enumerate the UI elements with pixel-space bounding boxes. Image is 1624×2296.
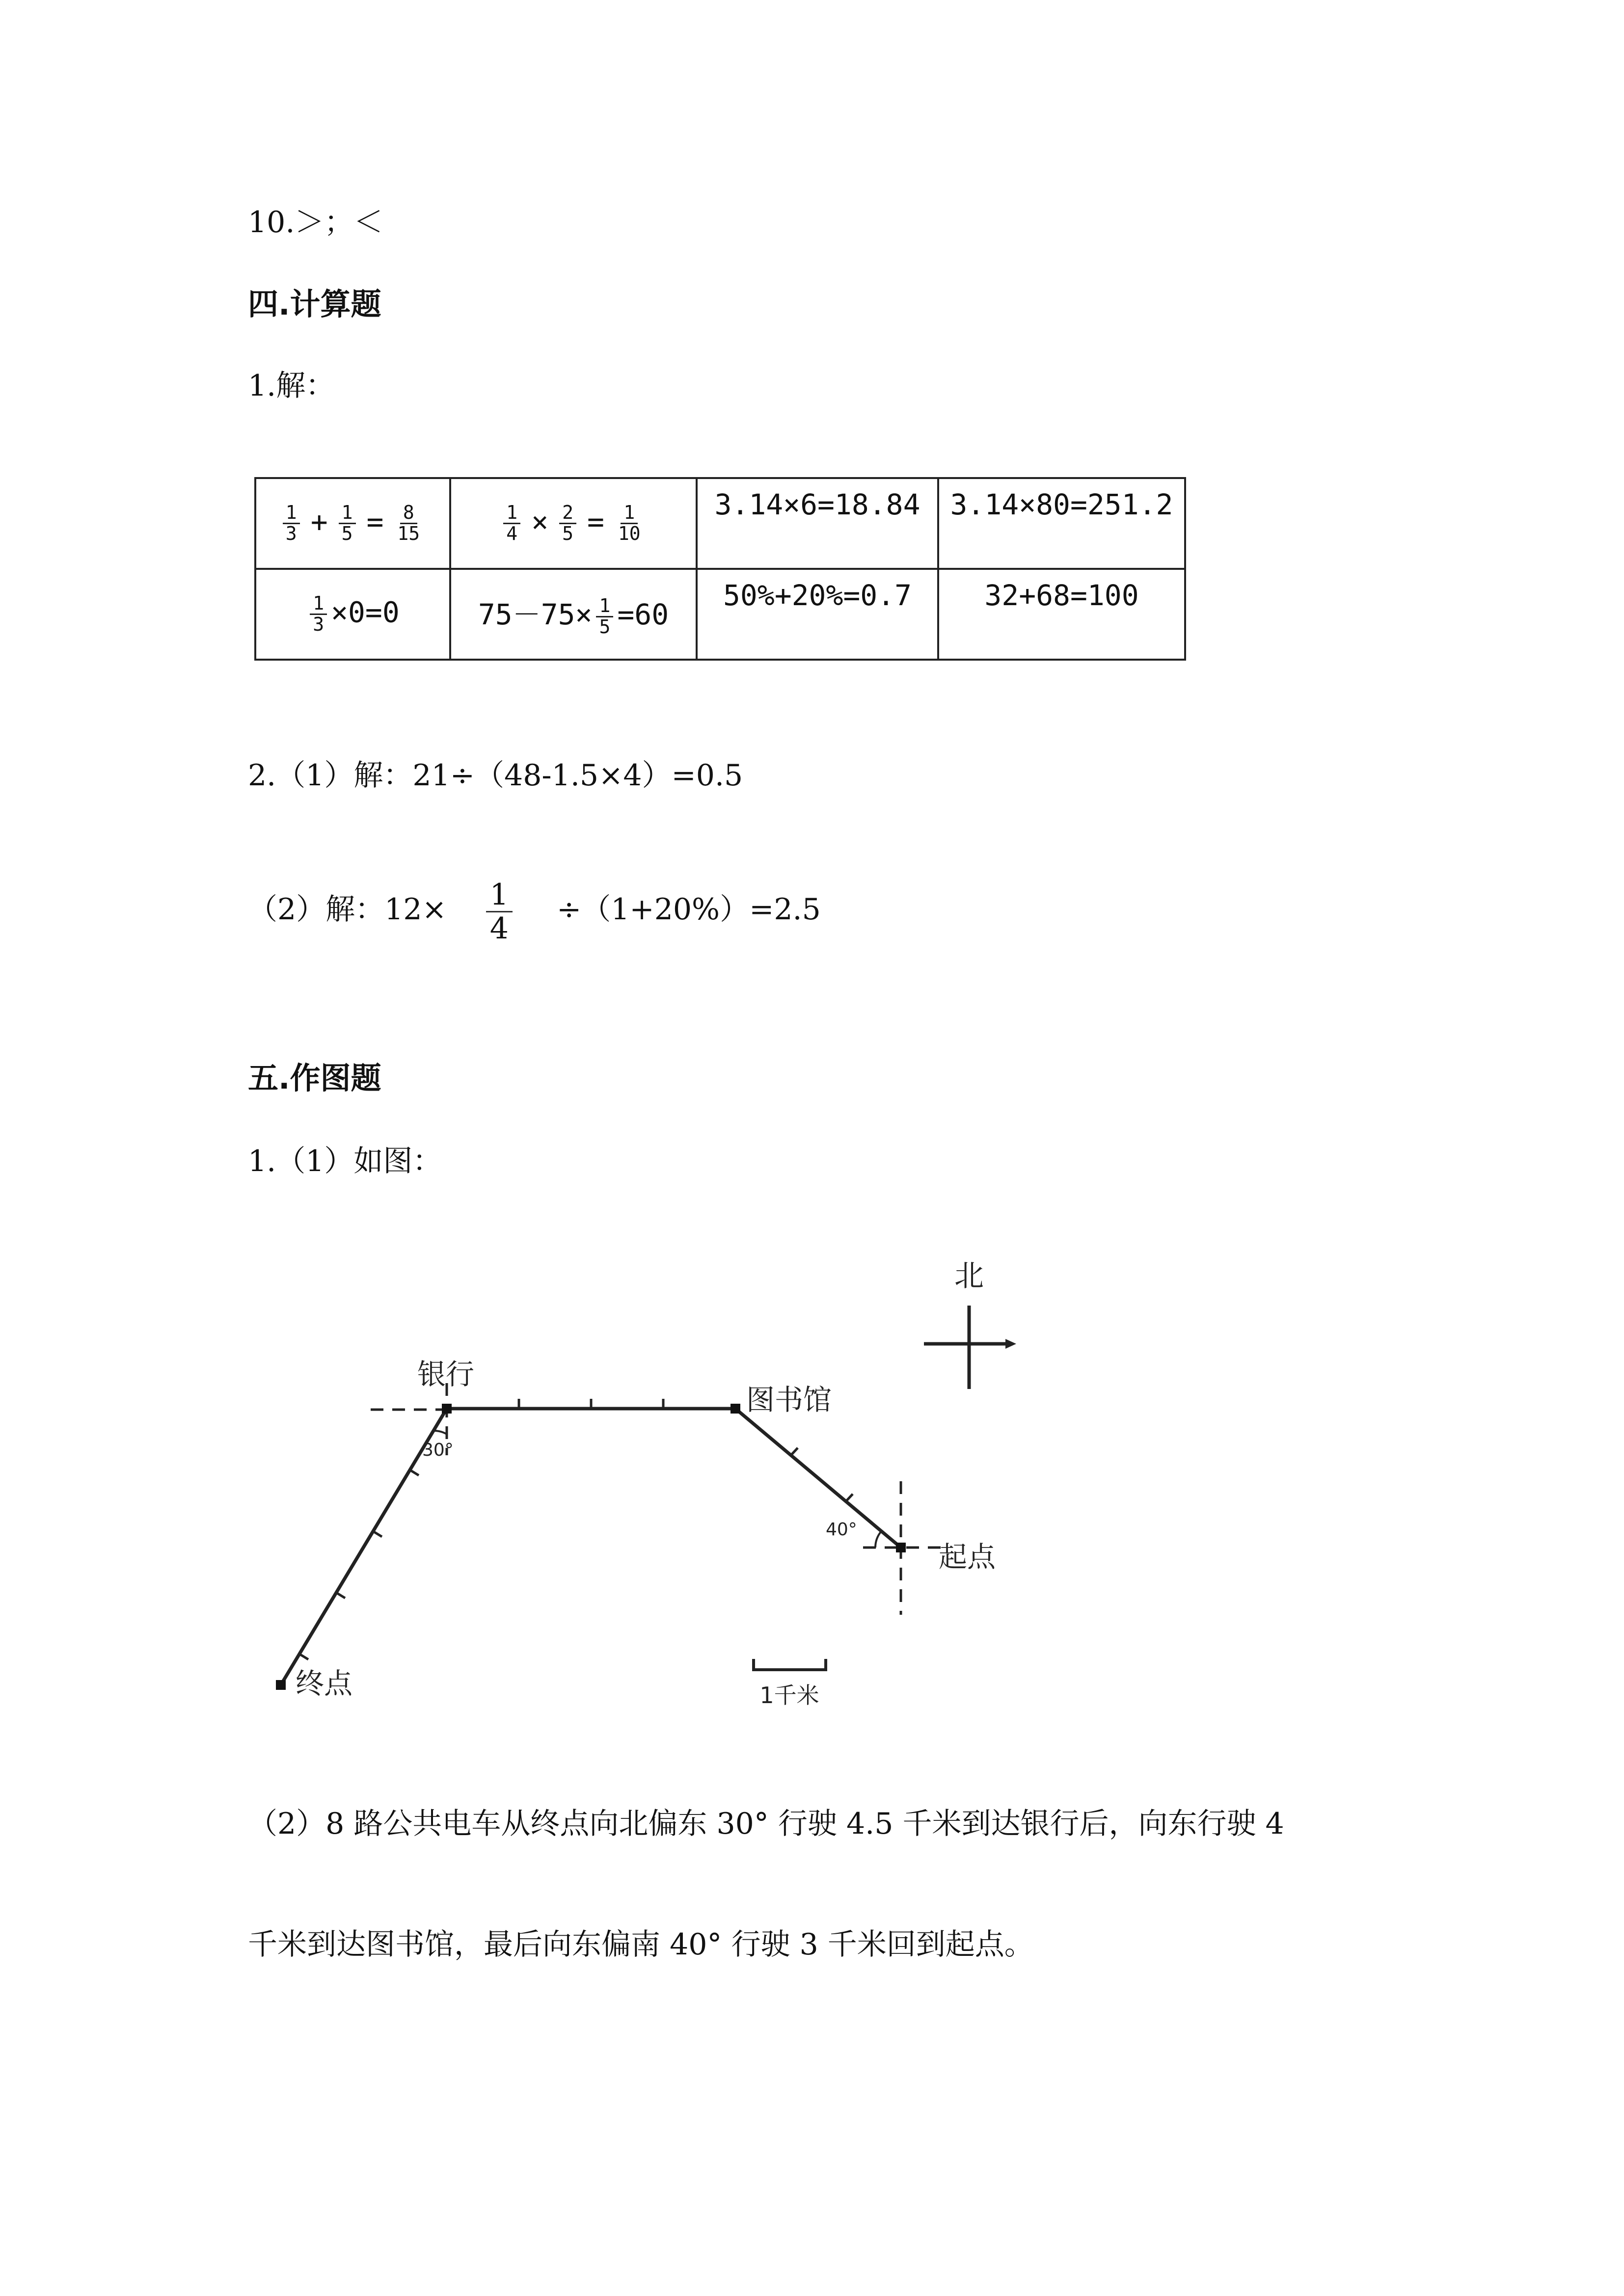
denominator: 3 <box>313 614 325 635</box>
question-5-1-label: 1.（1）如图： <box>248 1144 442 1178</box>
numerator: 1 <box>310 594 327 615</box>
operator: × <box>531 505 549 538</box>
operator: + <box>310 505 328 538</box>
north-compass <box>924 1259 1016 1389</box>
equals-sign: = <box>587 505 604 538</box>
dashed-guides <box>371 1383 947 1615</box>
denominator: 4 <box>489 911 509 946</box>
bank-label: 银行 <box>417 1358 475 1391</box>
numerator: 1 <box>283 503 300 524</box>
question-5-2-line-1: （2）8 路公共电车从终点向北偏东 30° 行驶 4.5 千米到达银行后，向东行驶 4 <box>248 1807 1284 1841</box>
question-1-label: 1.解： <box>248 369 335 403</box>
table-cell: 32+68=100 <box>938 569 1185 660</box>
numerator: 1 <box>503 503 520 524</box>
numerator: 2 <box>559 503 576 524</box>
route-points <box>276 1404 906 1690</box>
denominator: 5 <box>599 615 611 638</box>
denominator: 5 <box>341 523 353 544</box>
table-cell: 3.14×80=251.2 <box>938 478 1185 569</box>
north-label: 北 <box>954 1259 984 1293</box>
route-path <box>281 1409 901 1685</box>
tick-mark <box>846 1494 853 1501</box>
bank-point <box>442 1404 452 1414</box>
denominator: 15 <box>397 523 420 544</box>
denominator: 4 <box>506 523 518 544</box>
library-point <box>731 1404 740 1414</box>
route-segment-library-to-start <box>735 1409 901 1548</box>
answer-10: 10.＞；＜ <box>248 205 383 240</box>
denominator: 3 <box>285 523 297 544</box>
equals-sign: = <box>366 505 384 538</box>
bank-angle-label: 30° <box>422 1440 454 1460</box>
scale-bar-line <box>754 1659 826 1670</box>
question-2-part-1: 2.（1）解：21÷（48-1.5×4）=0.5 <box>248 758 743 793</box>
start-label: 起点 <box>939 1540 996 1574</box>
section-heading-drawing: 五.作图题 <box>248 1060 381 1096</box>
tick-mark <box>410 1470 419 1475</box>
expression-text: =60 <box>617 598 669 632</box>
library-label: 图书馆 <box>746 1383 832 1416</box>
expression-text: 75－75× <box>478 598 593 632</box>
start-angle-arc <box>875 1531 881 1548</box>
start-point <box>896 1543 906 1552</box>
tick-mark <box>299 1654 308 1659</box>
start-angle-label: 40° <box>826 1520 857 1540</box>
compass-east-arrow <box>1005 1339 1016 1349</box>
scale-label: 1千米 <box>759 1682 819 1709</box>
numerator: 1 <box>596 596 613 617</box>
tick-mark <box>791 1448 798 1455</box>
numerator: 1 <box>486 879 513 912</box>
bank-angle-arc <box>433 1431 447 1434</box>
end-point <box>276 1680 286 1690</box>
numerator: 8 <box>400 503 417 524</box>
expression-text: ×0=0 <box>331 595 400 629</box>
tick-mark <box>373 1531 382 1537</box>
scale-bar <box>754 1659 826 1670</box>
expression-text: ÷（1+20%）=2.5 <box>556 892 821 927</box>
denominator: 5 <box>562 523 573 544</box>
table-cell: 50%+20%=0.7 <box>697 569 938 660</box>
section-heading-calculation: 四.计算题 <box>248 286 381 322</box>
numerator: 1 <box>339 503 356 524</box>
question-5-2-line-2: 千米到达图书馆，最后向东偏南 40° 行驶 3 千米回到起点。 <box>248 1927 1034 1962</box>
numerator: 1 <box>621 503 638 524</box>
tick-mark <box>336 1593 345 1598</box>
end-label: 终点 <box>296 1667 353 1700</box>
table-cell: 3.14×6=18.84 <box>697 478 938 569</box>
denominator: 10 <box>618 523 641 544</box>
expression-text: （2）解：12× <box>248 892 447 927</box>
